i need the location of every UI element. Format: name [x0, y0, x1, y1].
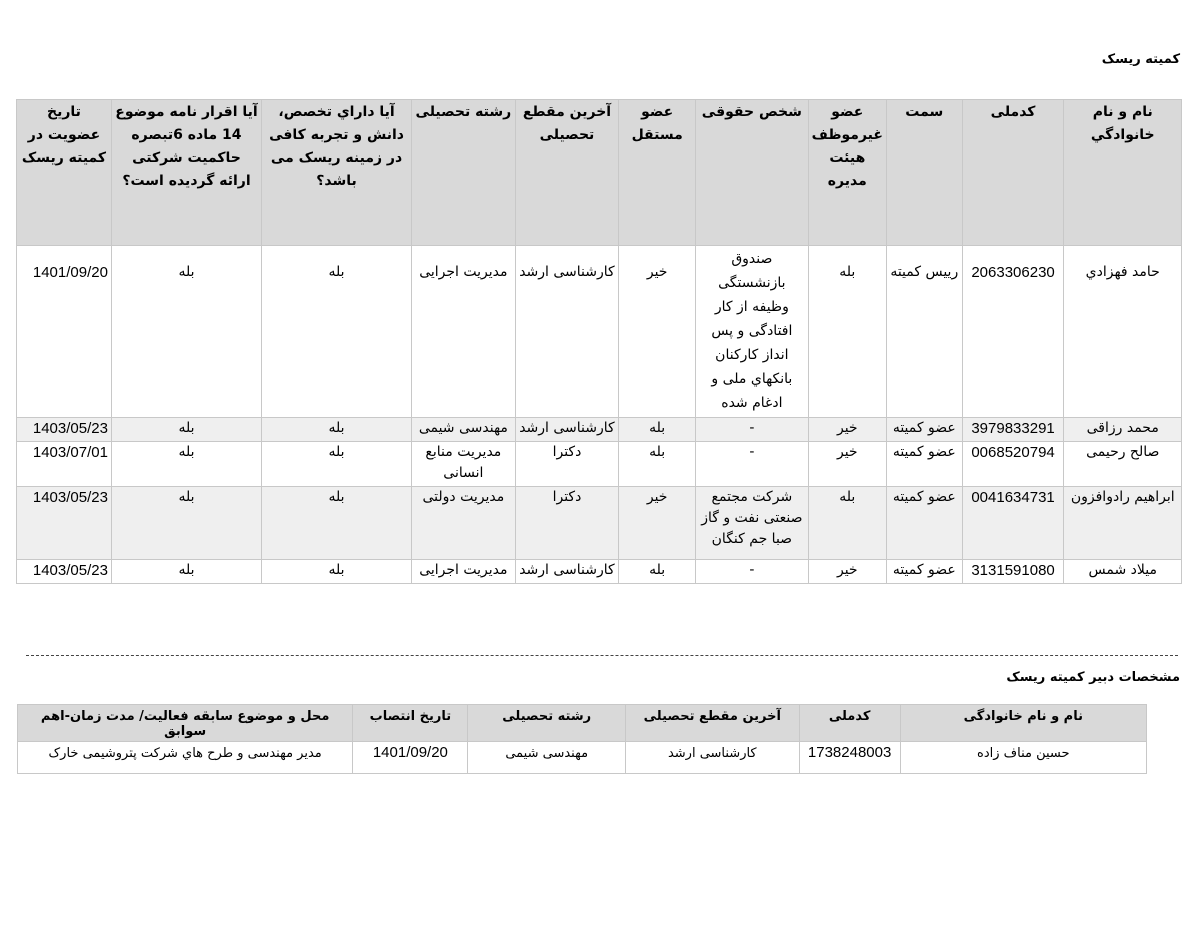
cell-membership-date: 1403/05/23 [17, 487, 112, 560]
cell-position: رییس کمیته [886, 246, 962, 418]
table-row [17, 442, 1182, 487]
cell-non-executive: بله [808, 487, 886, 560]
cell-membership-date: 1403/05/23 [17, 560, 112, 584]
cell-position: عضو کمیته [886, 487, 962, 560]
sec-cell-experience: مدیر مهندسی و طرح هاي شرکت پتروشیمی خارک [18, 742, 353, 774]
sec-cell-appointment-date: 1401/09/20 [353, 742, 468, 774]
cell-degree: دکترا [515, 487, 619, 560]
cell-legal-entity: شرکت مجتمع صنعتی نفت و گاز صبا جم کنگان [696, 487, 809, 560]
cell-legal-entity: صندوق بازنشستگی وظیفه از کار افتادگی و پس انداز کارکنان بانکهاي ملی و ادغام شده [696, 246, 809, 418]
cell-membership-date: 1403/07/01 [17, 442, 112, 487]
col-header-membership-date: تاریخ عضویت در کمیته ریسک [17, 100, 112, 246]
secretary-row [18, 742, 1147, 774]
table-row [17, 246, 1182, 418]
cell-non-executive: خیر [808, 442, 886, 487]
col-header-declaration: آیا اقرار نامه موضوع 14 ماده 6تبصره حاکمیت شرکتی ارائه گردیده است؟ [111, 100, 261, 246]
cell-name: صالح رحیمی [1064, 442, 1182, 487]
col-header-position: سمت [886, 100, 962, 246]
cell-declaration: بله [111, 246, 261, 418]
sec-cell-field: مهندسی شیمی [468, 742, 626, 774]
cell-independent: بله [619, 418, 696, 442]
sec-col-header-appointment-date: تاریخ انتصاب [353, 705, 468, 742]
cell-degree: دکترا [515, 442, 619, 487]
cell-membership-date: 1401/09/20 [17, 246, 112, 418]
sec-col-header-degree: آخرین مقطع تحصیلی [625, 705, 799, 742]
sec-cell-name: حسین مناف زاده [900, 742, 1146, 774]
cell-non-executive: خیر [808, 560, 886, 584]
risk-committee-table [16, 99, 1182, 584]
cell-expertise: بله [262, 442, 412, 487]
cell-field: مدیریت دولتی [412, 487, 516, 560]
cell-field: مدیریت اجرایی [412, 560, 516, 584]
cell-degree: کارشناسی ارشد [515, 418, 619, 442]
table-header-row [17, 100, 1182, 246]
cell-independent: بله [619, 442, 696, 487]
col-header-field: رشته تحصیلی [412, 100, 516, 246]
cell-expertise: بله [262, 418, 412, 442]
col-header-non-executive: عضو غیرموظف هیئت مدیره [808, 100, 886, 246]
secretary-table [17, 704, 1147, 774]
cell-independent: خیر [619, 246, 696, 418]
secretary-title: مشخصات دبیر کمیته ریسک [1006, 670, 1180, 685]
cell-declaration: بله [111, 418, 261, 442]
table-row [17, 487, 1182, 560]
cell-name: ابراهیم رادوافزون [1064, 487, 1182, 560]
cell-position: عضو کمیته [886, 418, 962, 442]
col-header-name: نام و نام خانوادگي [1064, 100, 1182, 246]
cell-position: عضو کمیته [886, 442, 962, 487]
cell-name: میلاد شمس [1064, 560, 1182, 584]
sec-col-header-experience: محل و موضوع سابقه فعالیت/ مدت زمان-اهم سوابق [18, 705, 353, 742]
secretary-header-row [18, 705, 1147, 742]
cell-declaration: بله [111, 442, 261, 487]
cell-independent: خیر [619, 487, 696, 560]
cell-membership-date: 1403/05/23 [17, 418, 112, 442]
cell-degree: کارشناسی ارشد [515, 560, 619, 584]
col-header-degree: آخرین مقطع تحصیلی [515, 100, 619, 246]
cell-field: مهندسی شیمی [412, 418, 516, 442]
col-header-legal-entity: شخص حقوقی [696, 100, 809, 246]
sec-col-header-name: نام و نام خانوادگی [900, 705, 1146, 742]
cell-national-id: 3979833291 [962, 418, 1064, 442]
col-header-independent: عضو مستقل [619, 100, 696, 246]
dashed-divider [26, 655, 1178, 656]
cell-expertise: بله [262, 560, 412, 584]
cell-expertise: بله [262, 487, 412, 560]
sec-col-header-national-id: کدملی [799, 705, 900, 742]
sec-cell-degree: کارشناسی ارشد [625, 742, 799, 774]
cell-field: مدیریت اجرایی [412, 246, 516, 418]
cell-position: عضو کمیته [886, 560, 962, 584]
cell-national-id: 0041634731 [962, 487, 1064, 560]
col-header-expertise: آيا داراي تخصص، دانش و تجربه کافی در زمینه ریسک می باشد؟ [262, 100, 412, 246]
cell-independent: بله [619, 560, 696, 584]
cell-legal-entity: - [696, 418, 809, 442]
cell-legal-entity: - [696, 560, 809, 584]
cell-non-executive: بله [808, 246, 886, 418]
cell-national-id: 2063306230 [962, 246, 1064, 418]
cell-national-id: 3131591080 [962, 560, 1064, 584]
cell-national-id: 0068520794 [962, 442, 1064, 487]
cell-declaration: بله [111, 560, 261, 584]
cell-name: محمد رزاقی [1064, 418, 1182, 442]
cell-expertise: بله [262, 246, 412, 418]
cell-degree: کارشناسی ارشد [515, 246, 619, 418]
table-row [17, 560, 1182, 584]
sec-col-header-field: رشته تحصیلی [468, 705, 626, 742]
cell-legal-entity: - [696, 442, 809, 487]
cell-field: مدیریت منابع انسانی [412, 442, 516, 487]
table-row [17, 418, 1182, 442]
cell-declaration: بله [111, 487, 261, 560]
risk-committee-title: کمیته ریسک [1101, 52, 1180, 67]
cell-name: حامد فهزادي [1064, 246, 1182, 418]
cell-non-executive: خیر [808, 418, 886, 442]
sec-cell-national-id: 1738248003 [799, 742, 900, 774]
col-header-national-id: کدملی [962, 100, 1064, 246]
